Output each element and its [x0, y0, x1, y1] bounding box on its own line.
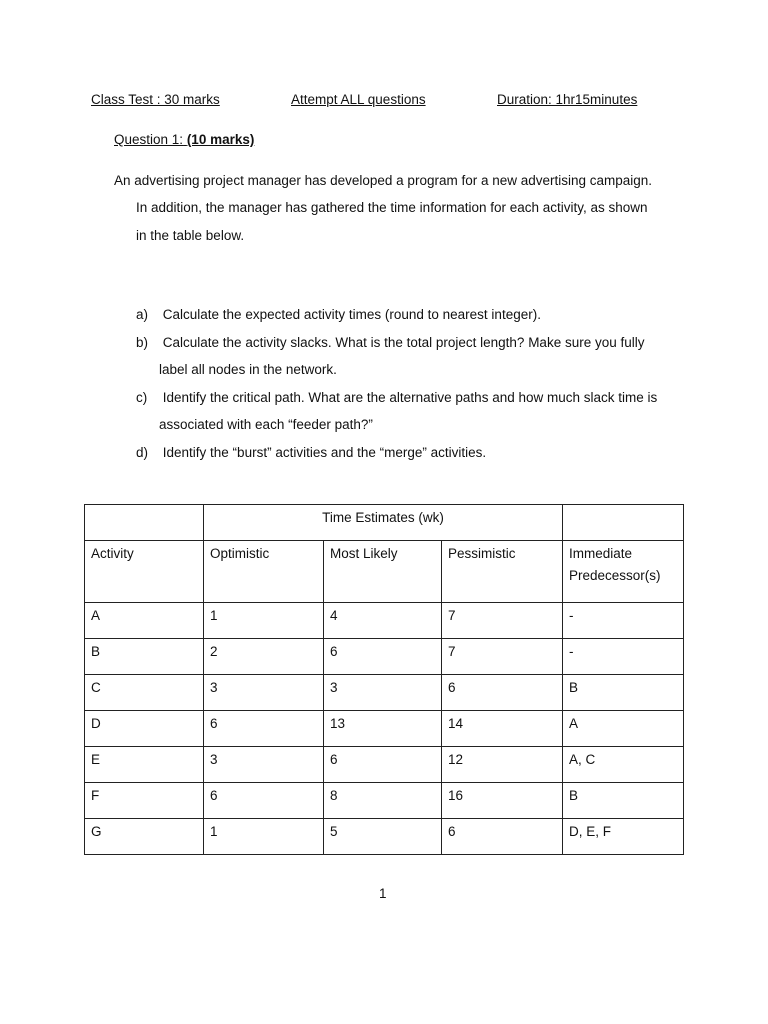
item-marker: c)	[136, 390, 148, 405]
table-cell: B	[563, 675, 684, 711]
table-cell: -	[563, 603, 684, 639]
table-row	[85, 603, 684, 639]
item-b-continuation: label all nodes in the network.	[159, 362, 337, 377]
time-estimates-table	[84, 504, 684, 855]
table-cell: 3	[204, 675, 324, 711]
table-cell: 4	[324, 603, 442, 639]
attempt-label: Attempt ALL questions	[291, 92, 426, 107]
table-cell: C	[85, 675, 204, 711]
page-number: 1	[379, 886, 387, 901]
table-cell: D, E, F	[563, 819, 684, 855]
table-row	[85, 819, 684, 855]
item-text: Calculate the expected activity times (round to nearest integer).	[162, 307, 541, 322]
table-row	[85, 711, 684, 747]
table-cell: 6	[442, 819, 563, 855]
table-cell: E	[85, 747, 204, 783]
intro-line-1: An advertising project manager has developed a program for a new advertising campaign.	[114, 173, 653, 188]
class-test-label: Class Test : 30 marks	[91, 92, 220, 107]
duration-label: Duration: 1hr15minutes	[497, 92, 638, 107]
question-label: Question 1:	[114, 132, 184, 147]
table-cell: 6	[324, 639, 442, 675]
table-cell: D	[85, 711, 204, 747]
table-cell: 14	[442, 711, 563, 747]
table-cell: F	[85, 783, 204, 819]
table-cell: 8	[324, 783, 442, 819]
header-line: Predecessor(s)	[569, 568, 661, 583]
question-marks: (10 marks)	[186, 132, 255, 147]
question-item-d	[136, 445, 486, 460]
table-cell: 6	[204, 783, 324, 819]
column-header-optimistic: Optimistic	[204, 541, 324, 603]
item-text: Identify the critical path. What are the alternative paths and how much slack time is	[162, 390, 658, 405]
table-row	[85, 639, 684, 675]
column-header-activity: Activity	[85, 541, 204, 603]
table-cell: -	[563, 639, 684, 675]
question-item-c	[136, 390, 657, 405]
table-cell: B	[85, 639, 204, 675]
item-c-continuation: associated with each “feeder path?”	[159, 417, 373, 432]
item-text: Calculate the activity slacks. What is the total project length? Make sure you fully	[162, 335, 645, 350]
table-row	[85, 747, 684, 783]
table-cell: 13	[324, 711, 442, 747]
table-cell: 16	[442, 783, 563, 819]
table-cell: 7	[442, 639, 563, 675]
item-marker: d)	[136, 445, 149, 460]
table-cell: 6	[442, 675, 563, 711]
table-cell: B	[563, 783, 684, 819]
table-cell: A	[85, 603, 204, 639]
table-group-header-row	[85, 505, 684, 541]
table-cell: 6	[324, 747, 442, 783]
intro-line-2: In addition, the manager has gathered the time information for each activity, as shown	[136, 200, 648, 215]
table-cell: 5	[324, 819, 442, 855]
item-marker: a)	[136, 307, 149, 322]
question-heading	[114, 132, 254, 147]
column-header-predecessors	[563, 541, 684, 603]
table-cell: 3	[204, 747, 324, 783]
item-marker: b)	[136, 335, 149, 350]
intro-line-3: in the table below.	[136, 228, 245, 243]
table-cell	[85, 505, 204, 541]
table-cell: 3	[324, 675, 442, 711]
table-cell: 7	[442, 603, 563, 639]
table-cell: 12	[442, 747, 563, 783]
time-estimates-header: Time Estimates (wk)	[204, 505, 563, 541]
table-cell	[563, 505, 684, 541]
column-header-most-likely: Most Likely	[324, 541, 442, 603]
question-item-a	[136, 307, 541, 322]
table-header-row	[85, 541, 684, 603]
table-cell: G	[85, 819, 204, 855]
table-row	[85, 783, 684, 819]
table-cell: 1	[204, 819, 324, 855]
question-item-b	[136, 335, 645, 350]
column-header-pessimistic: Pessimistic	[442, 541, 563, 603]
table-cell: 6	[204, 711, 324, 747]
header-line: Immediate	[569, 546, 633, 561]
table-cell: 1	[204, 603, 324, 639]
item-text: Identify the “burst” activities and the “merge” activities.	[162, 445, 487, 460]
table-cell: 2	[204, 639, 324, 675]
table-cell: A	[563, 711, 684, 747]
table-cell: A, C	[563, 747, 684, 783]
table-row	[85, 675, 684, 711]
